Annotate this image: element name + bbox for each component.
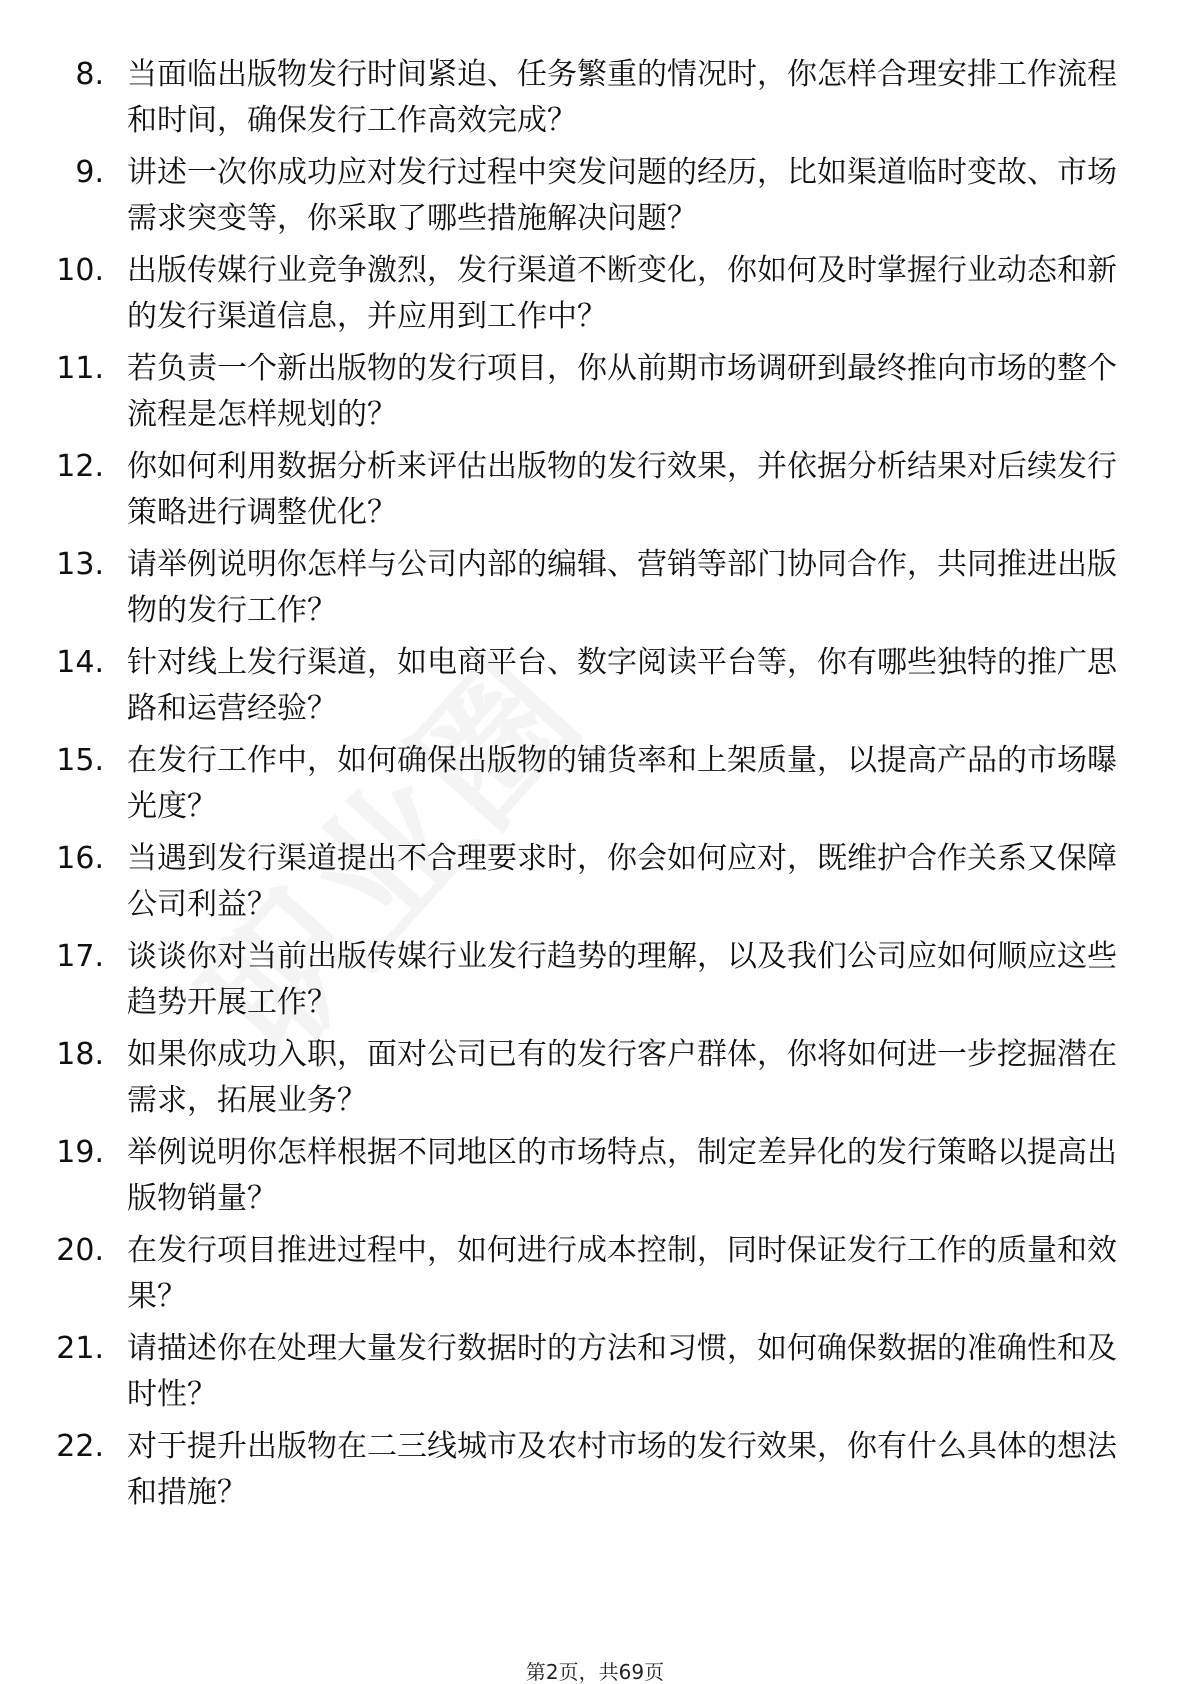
question-text: 如果你成功入职，面对公司已有的发行客户群体，你将如何进一步挖掘潜在需求，拓展业务？ (127, 1037, 1117, 1118)
question-text: 谈谈你对当前出版传媒行业发行趋势的理解，以及我们公司应如何顺应这些趋势开展工作？ (127, 939, 1117, 1020)
question-item (0, 248, 1190, 346)
question-text: 对于提升出版物在二三线城市及农村市场的发行效果，你有什么具体的想法和措施？ (127, 1429, 1117, 1510)
question-item (0, 1326, 1190, 1424)
question-list (0, 52, 1190, 1522)
question-number: 21. (56, 1331, 104, 1366)
question-number: 16. (56, 841, 104, 876)
question-item (0, 346, 1190, 444)
question-item (0, 1130, 1190, 1228)
question-number: 17. (56, 939, 104, 974)
question-text: 在发行工作中，如何确保出版物的铺货率和上架质量，以提高产品的市场曝光度？ (127, 743, 1117, 824)
question-number: 12. (56, 449, 104, 484)
question-item (0, 52, 1190, 150)
question-number: 15. (56, 743, 104, 778)
question-text: 当遇到发行渠道提出不合理要求时，你会如何应对，既维护合作关系又保障公司利益？ (127, 841, 1117, 922)
question-number: 19. (56, 1135, 104, 1170)
question-item (0, 836, 1190, 934)
question-text: 讲述一次你成功应对发行过程中突发问题的经历，比如渠道临时变故、市场需求突变等，你采取了哪些措施解决问题？ (127, 155, 1117, 236)
question-number: 20. (56, 1233, 104, 1268)
question-number: 11. (56, 351, 104, 386)
question-item (0, 150, 1190, 248)
question-text: 请描述你在处理大量发行数据时的方法和习惯，如何确保数据的准确性和及时性？ (127, 1331, 1117, 1412)
question-text: 举例说明你怎样根据不同地区的市场特点，制定差异化的发行策略以提高出版物销量？ (127, 1135, 1117, 1216)
question-number: 8. (75, 57, 104, 92)
question-text: 若负责一个新出版物的发行项目，你从前期市场调研到最终推向市场的整个流程是怎样规划的？ (127, 351, 1117, 432)
question-item (0, 1424, 1190, 1522)
question-item (0, 1228, 1190, 1326)
question-item (0, 934, 1190, 1032)
question-text: 当面临出版物发行时间紧迫、任务繁重的情况时，你怎样合理安排工作流程和时间，确保发行工作高效完成？ (127, 57, 1117, 138)
question-text: 在发行项目推进过程中，如何进行成本控制，同时保证发行工作的质量和效果？ (127, 1233, 1117, 1314)
page-footer: 第2页，共69页 (525, 1660, 665, 1684)
question-number: 14. (56, 645, 104, 680)
question-item (0, 444, 1190, 542)
question-item (0, 542, 1190, 640)
question-text: 出版传媒行业竞争激烈，发行渠道不断变化，你如何及时掌握行业动态和新的发行渠道信息，并应用到工作中？ (127, 253, 1117, 334)
question-number: 22. (56, 1429, 104, 1464)
question-item (0, 738, 1190, 836)
question-text: 请举例说明你怎样与公司内部的编辑、营销等部门协同合作，共同推进出版物的发行工作？ (127, 547, 1117, 628)
question-text: 你如何利用数据分析来评估出版物的发行效果，并依据分析结果对后续发行策略进行调整优化？ (127, 449, 1117, 530)
question-text: 针对线上发行渠道，如电商平台、数字阅读平台等，你有哪些独特的推广思路和运营经验？ (127, 645, 1117, 726)
question-item (0, 640, 1190, 738)
question-number: 18. (56, 1037, 104, 1072)
question-item (0, 1032, 1190, 1130)
question-number: 13. (56, 547, 104, 582)
question-number: 9. (75, 155, 104, 190)
question-number: 10. (56, 253, 104, 288)
